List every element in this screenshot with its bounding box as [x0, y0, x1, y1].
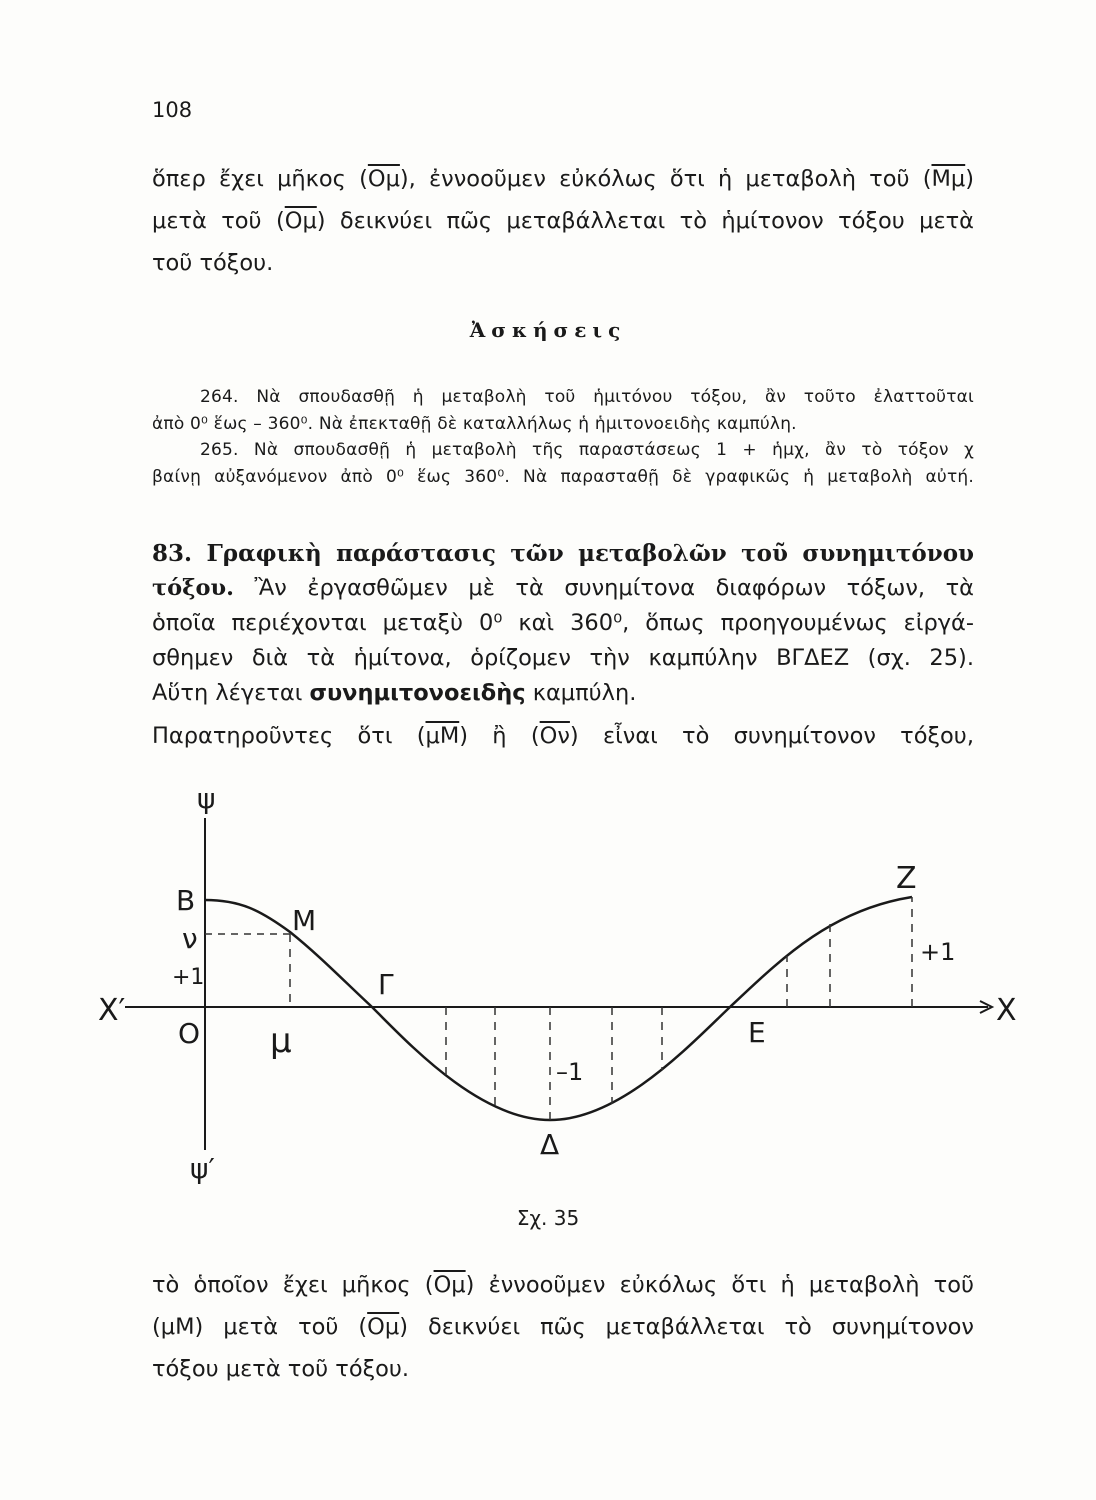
text: ) ἐννοοῦμεν εὐκόλως ὅτι ἡ μεταβολὴ τοῦ: [465, 1272, 974, 1298]
label-psi-prime: ψ′: [190, 1152, 215, 1185]
label-E: Ε: [748, 1016, 766, 1049]
text: ) δεικνύει πῶς μεταβάλλεται τὸ συνημίτονον: [399, 1314, 974, 1340]
exercise-264-line-2: ἀπὸ 0⁰ ἕως – 360⁰. Νὰ ἐπεκταθῇ δὲ καταλλήλως ἡ ἡμιτονοειδὴς καμπύλη.: [152, 413, 797, 434]
text: Παρατηροῦντες ὅτι (: [152, 723, 426, 749]
overline-segment: $\overline{O\mu}$: [367, 1314, 400, 1340]
label-Gamma: Γ: [378, 968, 394, 1001]
label-O: Ο: [178, 1017, 201, 1050]
label-minus1: –1: [556, 1058, 584, 1086]
text: ) δεικνύει πῶς μεταβάλλεται τὸ ἡμίτονον τόξου μετὰ: [316, 208, 974, 234]
label-mu: μ: [270, 1021, 292, 1061]
exercise-264-line-1: 264. Νὰ σπουδασθῇ ἡ μεταβολὴ τοῦ ἡμιτόνου τόξου, ἂν τοῦτο ἐλαττοῦται: [200, 387, 974, 407]
label-nu: ν: [182, 922, 198, 955]
exercise-265-line-1: 265. Νὰ σπουδασθῇ ἡ μεταβολὴ τῆς παραστάσεως 1 + ἡμχ, ἂν τὸ τόξον χ: [200, 440, 974, 460]
text: (μΜ) μετὰ τοῦ (: [152, 1314, 368, 1340]
text: Ἂν ἐργασθῶμεν μὲ τὰ συνημίτονα διαφόρων τόξων, τὰ: [254, 575, 974, 601]
label-Delta: Δ: [540, 1128, 560, 1161]
overline-segment: $\overline{O\mu}$: [367, 166, 400, 192]
overline-segment: $\overline{\mu M}$: [425, 723, 460, 749]
page-number: 108: [152, 98, 193, 122]
dashed-ordinates: [290, 897, 912, 1120]
exercises-list: [152, 384, 974, 490]
intro-line-2: [152, 200, 974, 242]
overline-segment: $\overline{O\mu}$: [433, 1272, 466, 1298]
cosine-curve-figure: [0, 770, 1096, 1200]
emphasized-term: συνημιτονοειδὴς: [309, 680, 526, 706]
intro-line-1: [152, 158, 974, 200]
section-line-1: [152, 571, 974, 606]
closing-line-1: [152, 1264, 974, 1306]
closing-line-3: τόξου μετὰ τοῦ τόξου.: [152, 1356, 410, 1382]
section-line-4: [152, 676, 974, 711]
label-x: X: [996, 993, 1017, 1028]
text: ) εἶναι τὸ συνημίτονον τόξου,: [569, 723, 974, 749]
label-psi: ψ: [197, 782, 216, 815]
label-M: Μ: [292, 904, 317, 937]
text: ) ἢ (: [459, 723, 540, 749]
label-Z: Ζ: [896, 861, 917, 896]
exercises-heading: Ἀσκήσεις: [469, 318, 627, 342]
label-B: Β: [176, 884, 196, 917]
intro-line-3: τοῦ τόξου.: [152, 250, 274, 276]
section-title-end: τόξου.: [152, 575, 234, 601]
label-plus1-left: +1: [172, 965, 205, 990]
overline-segment: $\overline{M\mu}$: [931, 166, 966, 192]
overline-segment: $\overline{O\mu}$: [284, 208, 317, 234]
text: τὸ ὁποῖον ἔχει μῆκος (: [152, 1272, 434, 1298]
section-line-2: ὁποῖα περιέχονται μεταξὺ 0⁰ καὶ 360⁰, ὅπως προηγουμένως εἰργά-: [152, 610, 974, 636]
intro-paragraph: [152, 158, 974, 284]
section-title: 83. Γραφικὴ παράστασις τῶν μεταβολῶν τοῦ συνημιτόνου: [152, 540, 974, 567]
label-plus1-right: +1: [920, 938, 956, 966]
text: ), ἐννοοῦμεν εὐκόλως ὅτι ἡ μεταβολὴ τοῦ (: [399, 166, 932, 192]
exercise-265-line-2: βαίνῃ αὐξανόμενον ἀπὸ 0⁰ ἕως 360⁰. Νὰ παρασταθῇ δὲ γραφικῶς ἡ μεταβολὴ αὐτή.: [152, 466, 974, 487]
closing-line-2: [152, 1306, 974, 1348]
section-line-5: [152, 719, 974, 754]
section-83: [152, 536, 974, 754]
text: Αὕτη λέγεται: [152, 680, 310, 706]
figure-caption: Σχ. 35: [516, 1206, 580, 1230]
text: ): [965, 166, 974, 192]
text: ὅπερ ἔχει μῆκος (: [152, 166, 368, 192]
overline-segment: $\overline{O\nu}$: [539, 723, 570, 749]
text: μετὰ τοῦ (: [152, 208, 285, 234]
text: καμπύλη.: [525, 680, 637, 706]
closing-paragraph: [152, 1264, 974, 1390]
section-line-3: σθημεν διὰ τὰ ἡμίτονα, ὁρίζομεν τὴν καμπύλην ΒΓΔΕΖ (σχ. 25).: [152, 645, 974, 671]
label-x-prime: X′: [98, 993, 126, 1028]
